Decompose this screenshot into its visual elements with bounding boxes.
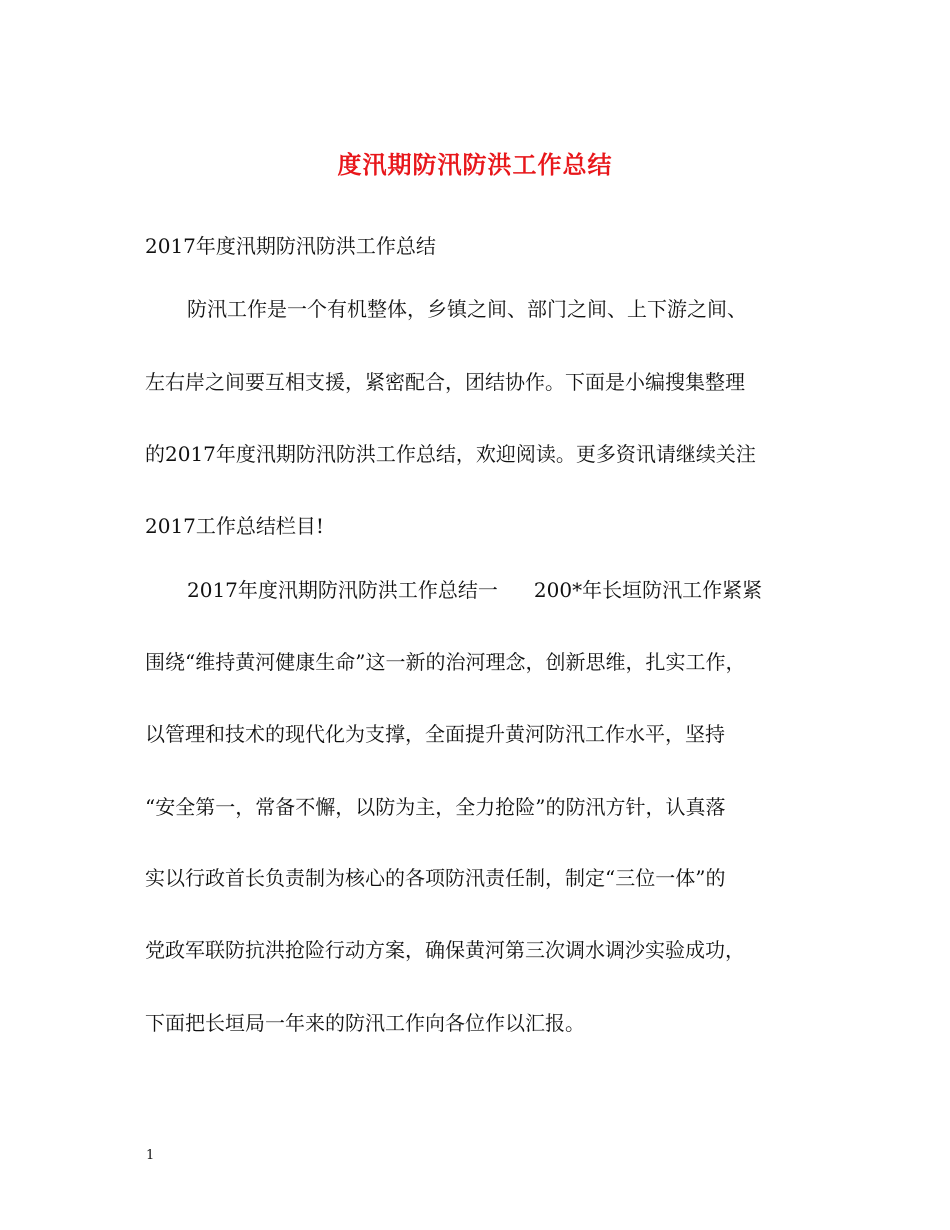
intro-line-3: 的2017年度汛期防汛防洪工作总结，欢迎阅读。更多资讯请继续关注 xyxy=(145,442,756,466)
section-line-4: 实以行政首长负责制为核心的各项防汛责任制，制定“三位一体”的 xyxy=(145,866,726,890)
document-title: 度汛期防汛防洪工作总结 xyxy=(337,150,613,179)
intro-line-1: 防汛工作是一个有机整体，乡镇之间、部门之间、上下游之间、 xyxy=(187,297,747,321)
page-number: 1 xyxy=(146,1148,155,1163)
section-line-2: 以管理和技术的现代化为支撑，全面提升黄河防汛工作水平，坚持 xyxy=(145,722,725,746)
section-line-6: 下面把长垣局一年来的防汛工作向各位作以汇报。 xyxy=(145,1011,585,1035)
intro-line-2: 左右岸之间要互相支援，紧密配合，团结协作。下面是小编搜集整理 xyxy=(145,370,745,394)
section-line-1: 围绕“维持黄河健康生命”这一新的治河理念，创新思维，扎实工作， xyxy=(145,650,746,674)
intro-line-4: 2017工作总结栏目! xyxy=(145,514,324,538)
document-heading: 2017年度汛期防汛防洪工作总结 xyxy=(145,234,436,258)
section-line-3: “安全第一，常备不懈，以防为主，全力抢险”的防汛方针，认真落 xyxy=(145,795,726,819)
section-first-line xyxy=(187,578,762,602)
section-line-5: 党政军联防抗洪抢险行动方案，确保黄河第三次调水调沙实验成功， xyxy=(145,938,745,962)
section-title: 2017年度汛期防汛防洪工作总结一 xyxy=(187,578,498,602)
section-first-line-rest: 200*年长垣防汛工作紧紧 xyxy=(533,578,763,602)
